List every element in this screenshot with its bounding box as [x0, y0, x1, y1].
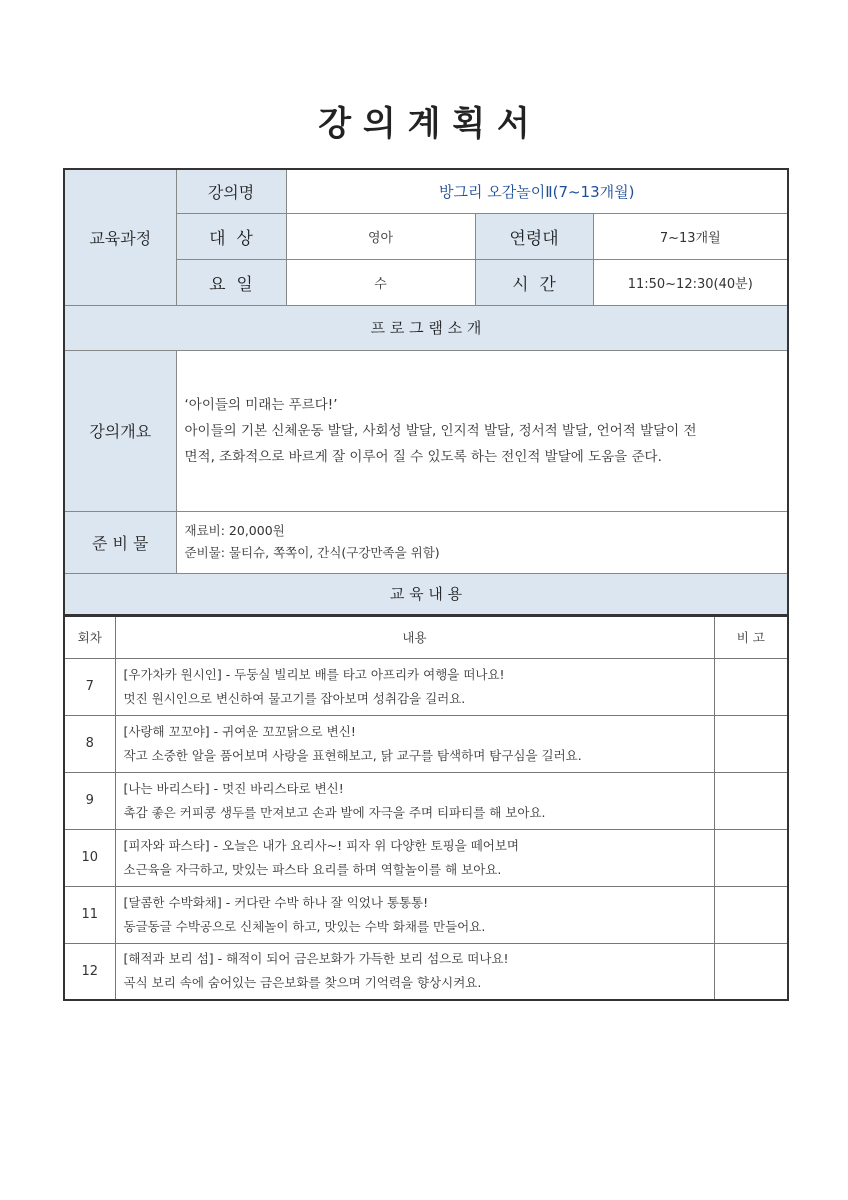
age-label: 연령대 — [475, 213, 593, 259]
time-label: 시 간 — [475, 259, 593, 305]
session-content — [115, 829, 714, 886]
session-note — [714, 829, 788, 886]
content-line: [달콤한 수박화채] - 커다란 수박 하나 잘 익었나 통통통! — [123, 894, 429, 910]
overview-label: 강의개요 — [64, 350, 176, 511]
table-row — [64, 715, 788, 772]
content-line: 소근육을 자극하고, 맛있는 파스타 요리를 하며 역할놀이를 해 보아요. — [123, 861, 502, 877]
course-info-table — [63, 168, 789, 616]
day-label: 요 일 — [176, 259, 286, 305]
overview-line: ‘아이들의 미래는 푸르다!’ — [184, 396, 338, 413]
content-line: [사랑해 꼬꼬야] - 귀여운 꼬꼬닭으로 변신! — [123, 723, 356, 739]
table-row — [64, 658, 788, 715]
session-note — [714, 772, 788, 829]
day-value: 수 — [286, 259, 475, 305]
time-value: 11:50~12:30(40분) — [593, 259, 788, 305]
target-label: 대 상 — [176, 213, 286, 259]
overview-text — [176, 350, 788, 511]
education-content-heading: 교 육 내 용 — [64, 573, 788, 615]
program-intro-heading: 프 로 그 램 소 개 — [64, 305, 788, 350]
session-note — [714, 715, 788, 772]
table-row — [64, 886, 788, 943]
materials-label: 준 비 물 — [64, 511, 176, 573]
target-value: 영아 — [286, 213, 475, 259]
session-content — [115, 943, 714, 1000]
overview-line: 면적, 조화적으로 바르게 잘 이루어 질 수 있도록 하는 전인적 발달에 도움을 준다. — [184, 448, 662, 465]
session-note — [714, 943, 788, 1000]
materials-text — [176, 511, 788, 573]
session-note — [714, 658, 788, 715]
session-number: 8 — [64, 715, 115, 772]
session-number: 9 — [64, 772, 115, 829]
materials-line: 재료비: 20,000원 — [184, 523, 285, 538]
session-note — [714, 886, 788, 943]
session-content — [115, 886, 714, 943]
session-number: 11 — [64, 886, 115, 943]
session-number: 10 — [64, 829, 115, 886]
table-row — [64, 772, 788, 829]
content-line: 작고 소중한 알을 품어보며 사랑을 표현해보고, 닭 교구를 탐색하며 탐구심을 길러요. — [123, 747, 582, 763]
content-line: 동글동글 수박공으로 신체놀이 하고, 맛있는 수박 화채를 만들어요. — [123, 918, 486, 934]
session-number: 7 — [64, 658, 115, 715]
content-line: 멋진 원시인으로 변신하여 물고기를 잡아보며 성취감을 길러요. — [123, 690, 466, 706]
content-line: [피자와 파스타] - 오늘은 내가 요리사~! 피자 위 다양한 토핑을 떼어보며 — [123, 837, 520, 853]
content-line: [나는 바리스타] - 멋진 바리스타로 변신! — [123, 780, 344, 796]
course-name: 방그리 오감놀이Ⅱ(7~13개월) — [286, 169, 788, 213]
curriculum-label: 교육과정 — [64, 169, 176, 305]
course-name-label: 강의명 — [176, 169, 286, 213]
session-column-header: 회차 — [64, 616, 115, 658]
education-content-table — [63, 615, 789, 1001]
content-column-header: 내용 — [115, 616, 714, 658]
table-row — [64, 829, 788, 886]
session-content — [115, 772, 714, 829]
content-line: 곡식 보리 속에 숨어있는 금은보화를 찾으며 기억력을 향상시켜요. — [123, 975, 482, 991]
document-title: 강 의 계 획 서 — [318, 104, 530, 144]
age-value: 7~13개월 — [593, 213, 788, 259]
overview-line: 아이들의 기본 신체운동 발달, 사회성 발달, 인지적 발달, 정서적 발달, 언어적 발달이 전 — [184, 422, 697, 439]
content-line: [해적과 보리 섬] - 해적이 되어 금은보화가 가득한 보리 섬으로 떠나요! — [123, 951, 509, 967]
materials-line: 준비물: 물티슈, 쪽쪽이, 간식(구강만족을 위함) — [184, 545, 440, 560]
session-number: 12 — [64, 943, 115, 1000]
table-row — [64, 943, 788, 1000]
note-column-header: 비 고 — [714, 616, 788, 658]
session-content — [115, 658, 714, 715]
content-line: 촉감 좋은 커피콩 생두를 만져보고 손과 발에 자극을 주며 티파티를 해 보아요. — [123, 804, 546, 820]
content-line: [우가차카 원시인] - 두둥실 빌리보 배를 타고 아프리카 여행을 떠나요! — [123, 666, 505, 682]
session-content — [115, 715, 714, 772]
